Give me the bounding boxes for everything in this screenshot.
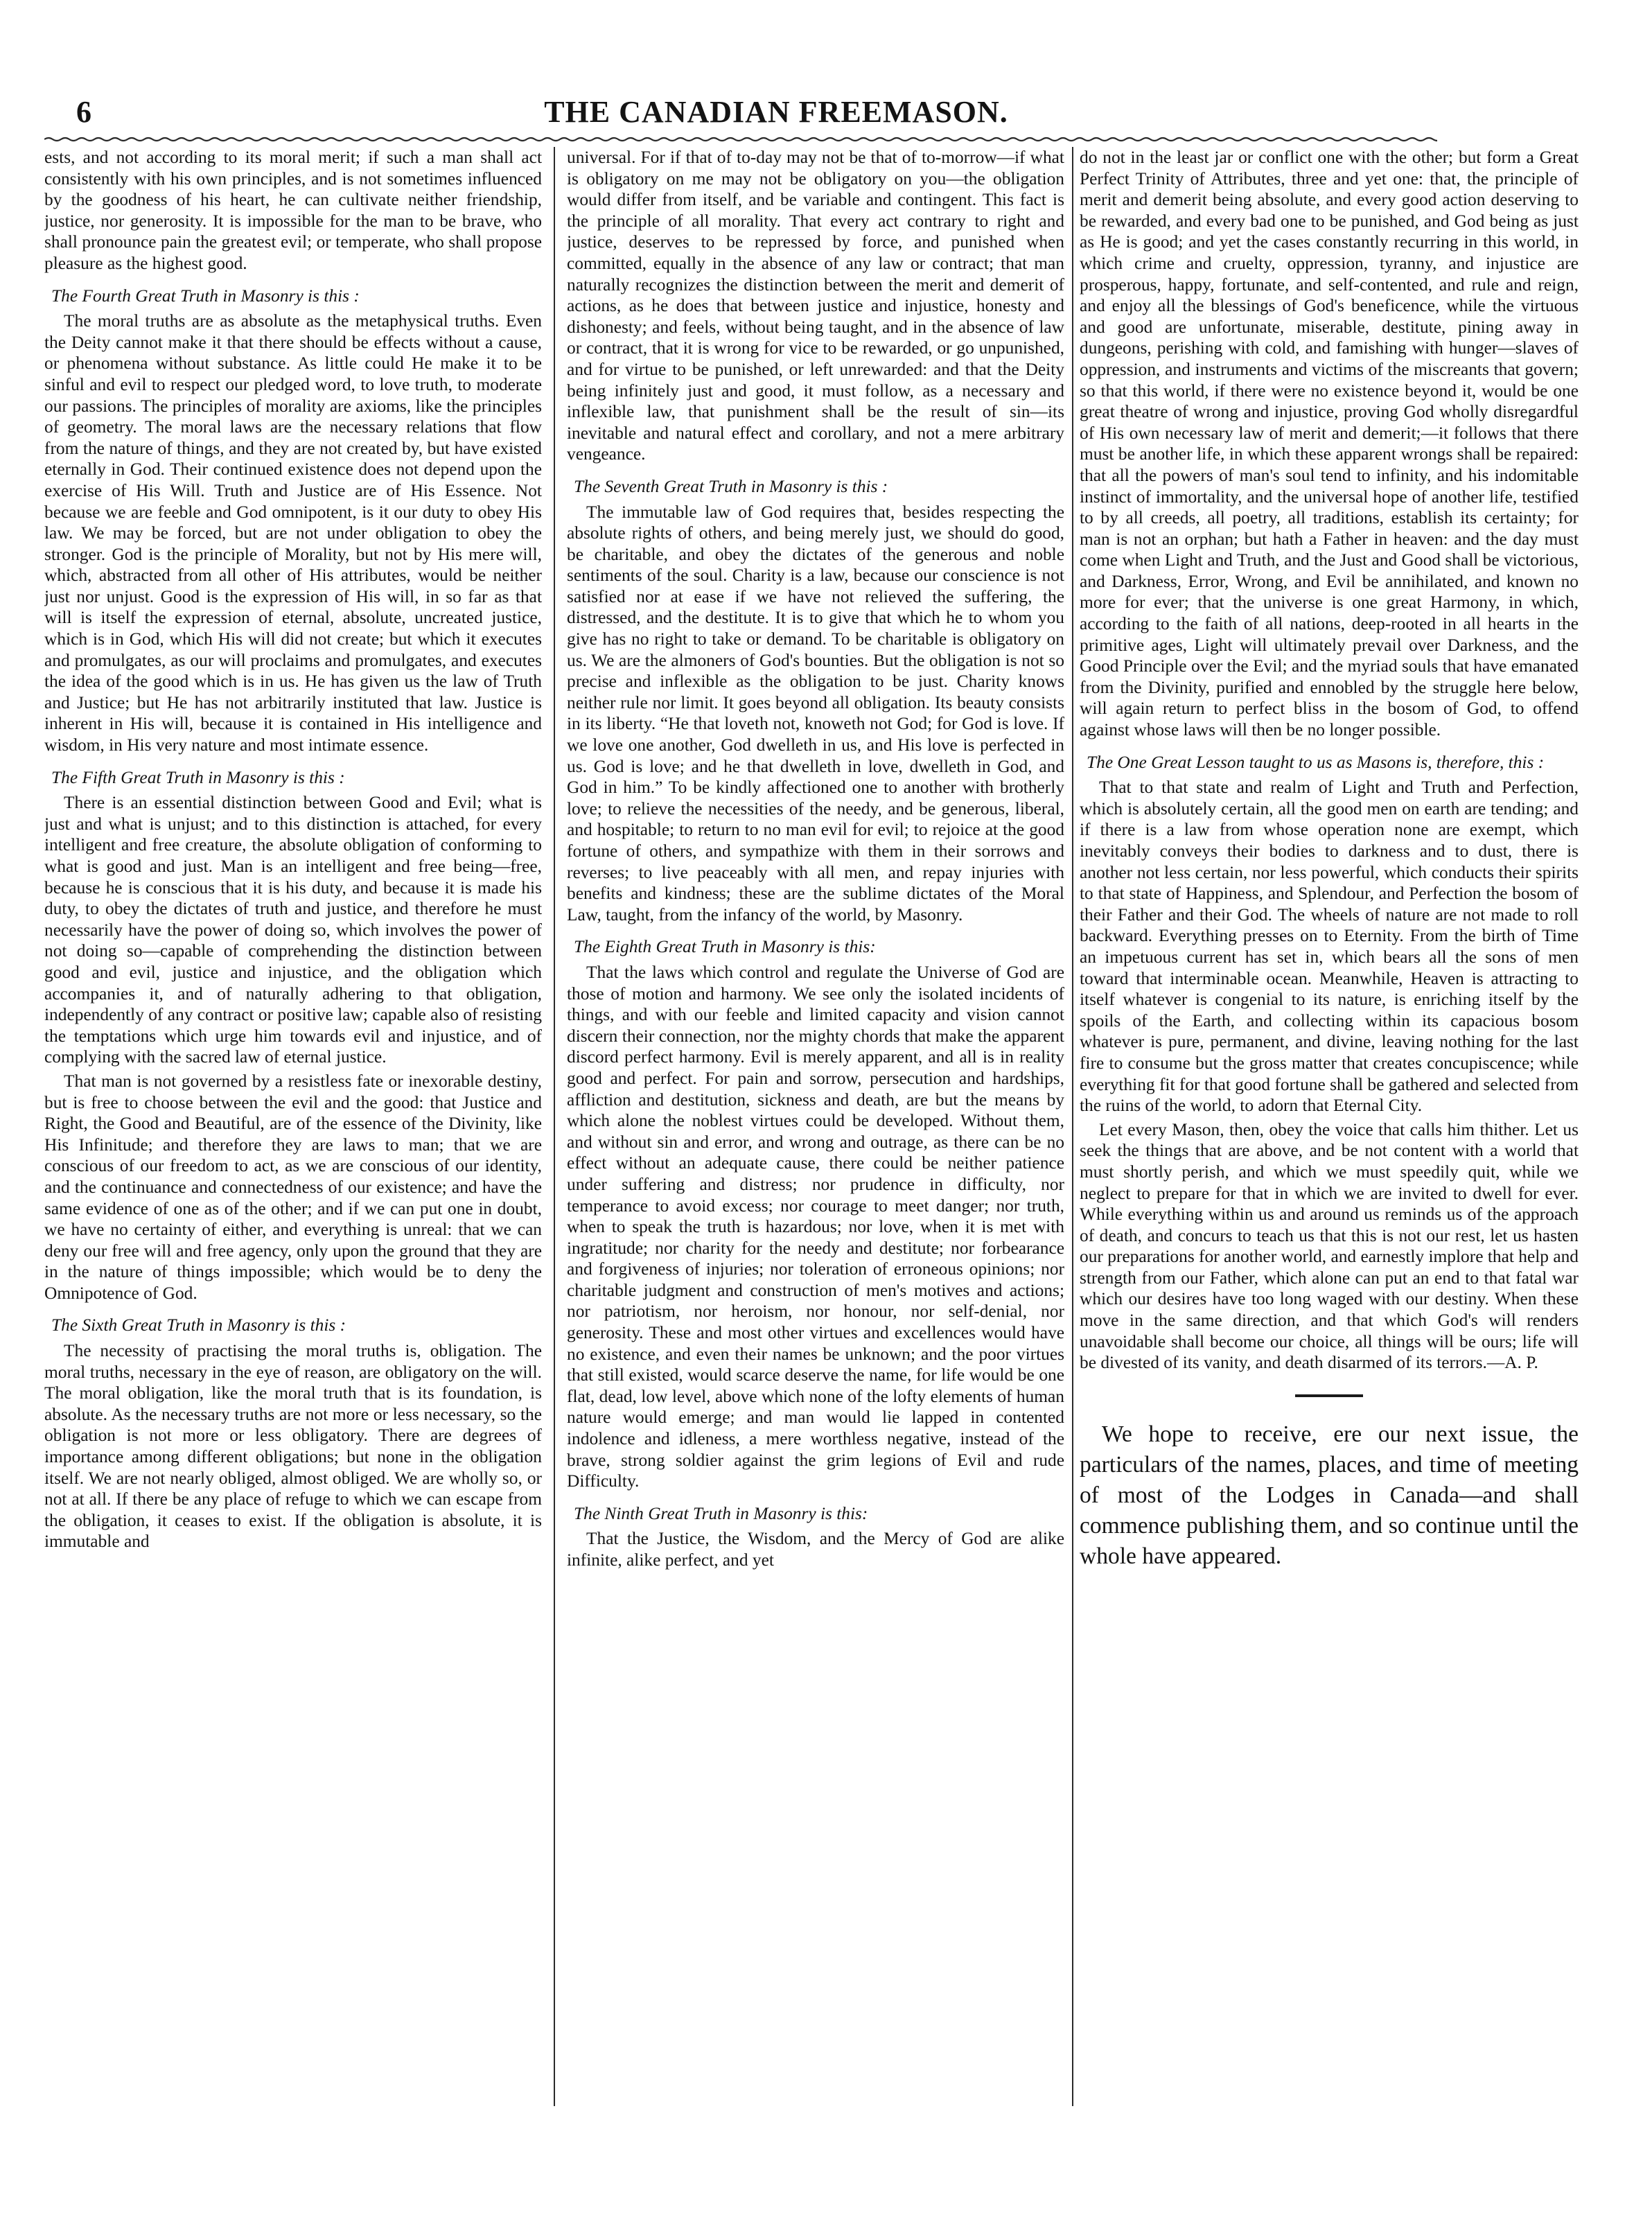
body-paragraph: The moral truths are as absolute as the metaphysical truths. Even the Deity cannot make it that there should be effects without a cause, or phenomena without substance. As little could He make it to be sinful and evil to respect our pledged word, to love truth, to moderate our passions. The principles of morality are axioms, like the principles of geometry. The moral laws are the necessary relations that flow from the nature of things, and they are not created by, but have existed eternally in God. Their continued existence does not depend upon the exercise of His Will. Truth and Justice are of His Essence. Not because we are feeble and God omnipotent, is it our duty to obey His law. We may be forced, but are not under obligation to obey the stronger. God is the principle of Morality, but not by His mere will, which, abstracted from all other of His attributes, would be neither just nor unjust. Good is the expression of His will, in so far as that will is itself the expression of eternal, absolute, uncreated justice, which is in God, which His will did not create; but which it executes and promulgates, as our will proclaims and promulgates, and executes the idea of the good which is in us. He has given us the law of Truth and Justice; but He has not arbitrarily instituted that law. Justice is inherent in His will, because it is contained in His intelligence and wisdom, in His very nature and most intimate essence. bbox=[44, 311, 542, 755]
decorative-wavy-rule bbox=[44, 136, 1437, 143]
publisher-notice: We hope to receive, ere our next issue, the particulars of the names, places, and time of meeting of most of the Lodges in Canada—and shall commence publishing them, and so continue until the whole have appeared. bbox=[1080, 1421, 1579, 1569]
section-heading: The Fifth Great Truth in Masonry is this : bbox=[51, 767, 345, 787]
body-paragraph: Let every Mason, then, obey the voice that calls him thither. Let us seek the things that are above, and be not content with a world that must shortly perish, and which we must speedily quit, while we neglect to prepare for that in which we are invited to dwell for ever. While everything within us and around us reminds us of the approach of death, and concurs to teach us that this is not our rest, let us hasten our preparations for another world, and earnestly implore that help and strength from our Father, which alone can put an end to that fatal war which our desires have too long waged with our destiny. When these move in the same direction, and that which God's will renders unavoidable shall become our choice, all things will be ours; life will be divested of its vanity, and death disarmed of its terrors.—A. P. bbox=[1080, 1119, 1579, 1373]
section-heading: The One Great Lesson taught to us as Masons is, therefore, this : bbox=[1087, 752, 1545, 772]
section-heading: The Seventh Great Truth in Masonry is this : bbox=[574, 476, 888, 496]
body-paragraph: That the laws which control and regulate the Universe of God are those of motion and harmony. We see only the isolated incidents of things, and with our feeble and limited capacity and vision cannot discern their connection, nor the mighty chords that make the apparent discord perfect harmony. Evil is merely apparent, and all is in reality good and perfect. For pain and sorrow, persecution and hardships, affliction and destitution, sickness and death, are but the means by which alone the noblest virtues could be developed. Without them, and without sin and error, and wrong and outrage, as there can be no effect without an adequate cause, there could be neither patience under suffering and distress; nor prudence in difficulty, nor temperance to avoid excess; nor courage to meet danger; nor truth, when to speak the truth is hazardous; nor love, when it is met with ingratitude; nor charity for the needy and destitute; nor forbearance and forgiveness of injuries; nor toleration of erroneous opinions; nor charitable judgment and construction of men's motives and actions; nor patriotism, nor heroism, nor honour, nor self-denial, nor generosity. These and most other virtues and excellences would have no existence, and even their names be unknown; and the poor virtues that still existed, would scarce deserve the name, for life would be one flat, dead, low level, above which none of the lofty elements of human nature would emerge; and man would lie lapped in contented indolence and idleness, a mere worthless negative, instead of the brave, strong soldier against the grim legions of Evil and rude Difficulty. bbox=[567, 962, 1064, 1491]
body-paragraph: The necessity of practising the moral truths is, obligation. The moral truths, necessary in the eye of reason, are obligatory on the will. The moral obligation, like the moral truth that is its foundation, is absolute. As the necessary truths are not more or less necessary, so the obligation is not more or less obligatory. There are degrees of importance among different obligations; but none in the obligation itself. We are not nearly obliged, almost obliged. We are wholly so, or not at all. If there be any place of refuge to which we can escape from the obligation, it ceases to exist. If the obligation is absolute, it is immutable and bbox=[44, 1341, 542, 1552]
section-divider bbox=[1295, 1394, 1363, 1397]
section-heading: The Eighth Great Truth in Masonry is this: bbox=[574, 937, 876, 957]
column-divider bbox=[1072, 147, 1073, 2106]
section-heading: The Fourth Great Truth in Masonry is this : bbox=[51, 286, 360, 306]
section-heading: The Sixth Great Truth in Masonry is this : bbox=[51, 1315, 346, 1335]
column-divider bbox=[554, 147, 555, 2106]
body-paragraph: There is an essential distinction between Good and Evil; what is just and what is unjust; and to this distinction is attached, for every intelligent and free creature, the absolute obligation of conforming to what is good and just. Man is an intelligent and free being—free, because he is conscious that it is his duty, and because it is made his duty, to obey the dictates of truth and justice, and therefore he must necessarily have the power of doing so, which involves the power of not doing so—capable of comprehending the distinction between good and evil, justice and injustice, and the obligation which accompanies it, and of naturally adhering to that obligation, independently of any contract or positive law; capable also of resisting the temptations which urge him towards evil and injustice, and of complying with the sacred law of eternal justice. bbox=[44, 793, 542, 1067]
body-paragraph: That man is not governed by a resistless fate or inexorable destiny, but is free to choose between the evil and the good: that Justice and Right, the Good and Beautiful, are of the essence of the Divinity, like His Infinitude; and therefore they are laws to man; that we are conscious of our freedom to act, as we are conscious of our identity, and the continuance and connectedness of our existence; and have the same evidence of one as of the other; and if we can put one in doubt, we have no certainty of either, and everything is unreal: that we can deny our free will and free agency, only upon the ground that they are in the nature of things impossible; which would be to deny the Omnipotence of God. bbox=[44, 1071, 542, 1303]
body-paragraph: universal. For if that of to-day may not be that of to-morrow—if what is obligatory on me may not be obligatory on you—the obligation would differ from itself, and be variable and contingent. This fact is the principle of all morality. That every act contrary to right and justice, deserves to be repressed by force, and punished when committed, equally in the absence of any law or contract; that man naturally recognizes the distinction between the merit and demerit of actions, as he does that between justice and injustice, honesty and dishonesty; and feels, without being taught, and in the absence of law or contract, that it is wrong for vice to be rewarded, or go unpunished, and for virtue to be punished, or left unrewarded: and that the Deity being infinitely just and good, it must follow, as a necessary and inflexible law, that punishment shall be the result of sin—its inevitable and natural effect and corollary, and not a mere arbitrary vengeance. bbox=[567, 148, 1064, 464]
page-header bbox=[76, 94, 1476, 133]
column-left bbox=[44, 147, 542, 2106]
body-paragraph: That the Justice, the Wisdom, and the Mercy of God are alike infinite, alike perfect, and yet bbox=[567, 1529, 1064, 1570]
body-paragraph: do not in the least jar or conflict one with the other; but form a Great Perfect Trinity of Attributes, three and yet one: that, the principle of merit and demerit being absolute, and every good action deserving to be rewarded, and every bad one to be punished, and God being as just as He is good; and yet the cases constantly recurring in this world, in which crime and cruelty, oppression, tyranny, and injustice are prosperous, happy, fortunate, and self-contented, and rule and reign, and enjoy all the blessings of God's beneficence, while the virtuous and good are unfortunate, miserable, destitute, pining away in dungeons, perishing with cold, and famishing with hunger—slaves of oppression, and instruments and victims of the miscreants that govern; so that this world, if there were no existence beyond it, would be one great theatre of wrong and injustice, proving God wholly disregardful of His own necessary law of merit and demerit;—it follows that there must be another life, in which these apparent wrongs shall be repaired: that all the powers of man's soul tend to infinity, and his indomitable instinct of immortality, and the universal hope of another life, testified to by all creeds, all poetry, all traditions, establish its certainty; for man is not an orphan; but hath a Father in heaven: and the day must come when Light and Truth, and the Just and Good shall be victorious, and Darkness, Error, Wrong, and Evil be annihilated, and known no more for ever; that the universe is one great Harmony, in which, according to the faith of all nations, deep-rooted in all hearts in the primitive ages, Light will ultimately prevail over Darkness, and the Good Principle over the Evil; and the myriad souls that have emanated from the Divinity, purified and ennobled by the struggle here below, will again return to perfect bliss in the bosom of God, to offend against whose laws will then be no longer possible. bbox=[1080, 148, 1579, 740]
body-paragraph: That to that state and realm of Light and Truth and Perfection, which is absolutely certain, all the good men on earth are tending; and if there is a law from whose operation none are exempt, which inevitably conveys their bodies to darkness and to dust, there is another not less certain, nor less powerful, which conducts their spirits to that state of Happiness, and Splendour, and Perfection the bosom of their Father and their God. The wheels of nature are not made to roll backward. Everything presses on to Eternity. From the birth of Time an impetuous current has set in, which bears all the sons of men toward that interminable ocean. Meanwhile, Heaven is attracting to itself whatever is congenial to its nature, is enriching itself by the spoils of the Earth, and collecting within its capacious bosom whatever is pure, permanent, and divine, leaving nothing for the last fire to consume but the gross matter that creates concupiscence; while everything fit for that good fortune shall be gathered and selected from the ruins of the world, to adorn that Eternal City. bbox=[1080, 778, 1579, 1116]
section-heading: The Ninth Great Truth in Masonry is this: bbox=[574, 1503, 868, 1523]
body-paragraph: The immutable law of God requires that, besides respecting the absolute rights of others, and being merely just, we should do good, be charitable, and obey the dictates of the generous and noble sentiments of the soul. Charity is a law, because our conscience is not satisfied nor at ease if we have not relieved the suffering, the distressed, and the destitute. It is to give that which he to whom you give has no right to take or demand. To be charitable is obligatory on us. We are the almoners of God's bounties. But the obligation is not so precise and inflexible as the obligation to be just. Charity knows neither rule nor limit. It goes beyond all obligation. Its beauty consists in its liberty. “He that loveth not, knoweth not God; for God is love. If we love one another, God dwelleth in us, and His love is perfected in us. God is love; and he that dwelleth in love, dwelleth in God, and God in him.” To be kindly affectioned one to another with brotherly love; to relieve the necessities of the needy, and be generous, liberal, and hospitable; to return to no man evil for evil; to rejoice at the good fortune of others, and sympathize with them in their sorrows and reverses; to live peaceably with all men, and repay injuries with benefits and kindness; these are the sublime dictates of the Moral Law, taught, from the infancy of the world, by Masonry. bbox=[567, 502, 1064, 925]
page-number: 6 bbox=[76, 95, 91, 129]
column-right bbox=[1080, 147, 1579, 2106]
column-middle bbox=[567, 147, 1064, 2106]
running-head: THE CANADIAN FREEMASON. bbox=[544, 95, 1008, 129]
body-paragraph: ests, and not according to its moral merit; if such a man shall act consistently with his own principles, and is not sometimes influenced by the goodness of his heart, he can cultivate neither friendship, justice, nor generosity. It is impossible for the man to be brave, who shall pronounce pain the greatest evil; or temperate, who shall propose pleasure as the highest good. bbox=[44, 148, 542, 273]
